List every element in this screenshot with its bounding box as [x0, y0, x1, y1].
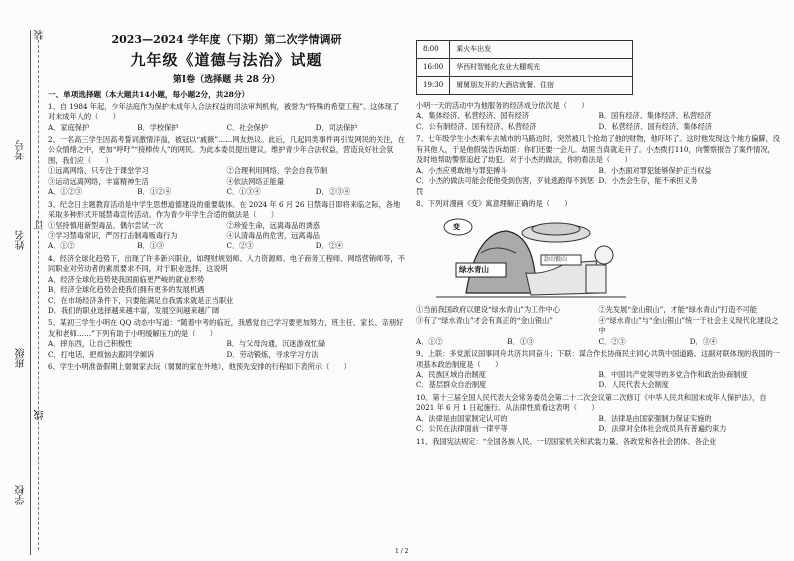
choice-item: D．②③④	[315, 187, 351, 197]
question-stem: 3、纪念日主题教育活动是中学生思想道德建设的重要载体。在 2024 年 6 月 26 日禁毒日即将来临之际，各地采取多种形式开展禁毒宣传活动。作为青少年学生合适的做法是（ ）	[48, 199, 401, 220]
option-item: D．劳动锻炼，寻求学习方法	[226, 349, 319, 359]
choice-item: C．②③	[226, 241, 254, 251]
schedule-time: 19:30	[417, 77, 450, 95]
choice-item: B．①③	[137, 241, 165, 251]
schedule-item: 乘火车出发	[450, 41, 633, 59]
question-stem: 6、学生小明准备假期上舅舅家去玩（舅舅的家在外地），他预先安排的行程如下表所示（ ）	[48, 362, 351, 372]
schedule-time: 8:00	[417, 41, 450, 59]
question-options	[416, 166, 781, 197]
option-item: ①远离网络，只专注于课堂学习	[48, 166, 149, 176]
option-item: ④认清毒品的危害，远离毒品	[226, 230, 320, 240]
schedule-time: 16:00	[417, 59, 450, 77]
choice-item: D．②④	[315, 241, 344, 251]
choice-item: C．①③④	[226, 187, 261, 197]
question-options	[48, 166, 405, 187]
option-item: D．司法保护	[315, 122, 358, 132]
question-stem: 5、某初三学生小明在 QQ 动态中写道：“随着中考的临近，我感觉自己学习要更加努力，班主任、家长、亲朋好友和老师……”下列有助于小明缓解压力的是（ ）	[48, 318, 404, 338]
option-item: B．学校保护	[137, 122, 179, 132]
option-item: B．与父母沟通，沉迷游戏忙碌	[226, 339, 326, 349]
option-item: B．小杰面对罪犯能够保护正当权益	[598, 165, 712, 175]
schedule-table	[416, 40, 633, 95]
option-item: ④“绿水青山”与“金山银山”统一于社会主义现代化建设之中	[598, 315, 779, 336]
option-item: D．小杰会生存，能不承担义务	[598, 176, 698, 186]
left-question-3	[48, 254, 405, 317]
option-item: C．社会保护	[226, 122, 268, 132]
question-options	[48, 339, 405, 360]
exam-title: 2023—2024 学年度（下期）第二次学情调研	[111, 33, 342, 46]
schedule-item: 舅舅朋友开的大酒店就餐、住宿	[450, 77, 633, 95]
option-item: A．经济全球化趋势使我国面临更严峻的就业形势	[48, 274, 205, 284]
choice-item: A．①②	[48, 241, 75, 251]
choice-item: B．①③	[507, 336, 535, 346]
cartoon-bubble-text: 变	[453, 222, 460, 232]
left-question-2	[48, 200, 405, 252]
margin-mark: 装	[35, 30, 46, 40]
binding-margin	[0, 30, 46, 560]
option-item: A．家庭保护	[48, 122, 90, 132]
right-column	[416, 40, 781, 447]
answer-choices	[416, 337, 781, 347]
xingming-label: 姓名	[16, 230, 27, 250]
kaohao-label: 考号	[16, 140, 27, 160]
option-item: B．国有经济、集体经济、私营经济	[598, 111, 712, 121]
option-item: ②先发展“金山银山”，才能“绿水青山”打造不可能	[598, 305, 757, 315]
left-column	[48, 32, 405, 373]
option-item: D．法律对全体社会成员具有普遍约束力	[598, 424, 727, 434]
question-options	[416, 414, 781, 435]
right-question-6	[416, 437, 781, 447]
question-stem: 小明一天的活动中为他服务的经济成分依次是（ ）	[416, 101, 589, 110]
right-question-2	[416, 199, 781, 209]
option-item: B．法律是由国家强制力保证实施的	[598, 413, 712, 423]
option-item: C．基层群众自治制度	[416, 380, 487, 390]
choice-item: A．①②	[416, 336, 443, 346]
cartoon-sign-text: 绿水青山	[459, 265, 489, 275]
left-question-1	[48, 135, 405, 198]
question-stem: 2、一名高三学生因高考誓词激情洋溢，被冠以“戚薇”……网友热议。此后，几起同类事件再引发网民的关注，在公众情绪之中，更加“呼吁”“接棒传人”的网民。为此本委员提出建议，维护青少年合法权益，营造良好社会氛围，我们应（ ）	[48, 135, 405, 165]
option-item: C．打电话，把烦恼去跟同学倾诉	[48, 349, 155, 359]
option-item: A．集体经济、私营经济、国有经济	[416, 111, 530, 121]
choice-item: A．①②③	[48, 187, 82, 197]
right-question-0	[416, 101, 781, 132]
right-question-3	[416, 305, 781, 347]
schedule-row	[417, 77, 633, 95]
option-item: C．小杰的做法可能会使他受到伤害，歹徒逃跑得不到惩罚	[416, 176, 595, 196]
option-item: ③有了“绿水青山”才会有真正的“金山银山”	[416, 315, 553, 325]
right-questions	[416, 101, 781, 447]
section-heading: 一、单项选择题（本大题共14小题，每小题2分，共28分）	[48, 89, 250, 99]
right-question-1	[416, 134, 781, 197]
answer-choices	[48, 241, 405, 251]
option-item: B．经济全球化趋势会使我们拥有更多的发展机遇	[48, 285, 205, 295]
question-stem: 9、上联：多党派议国事同舟共济共同奋斗；下联：谋合作长协商民主同心共筑中国道路。这副对联体现的我国的一项基本政治制度是（ ）	[416, 349, 780, 369]
page-number: 1 / 2	[395, 548, 409, 555]
option-item: D．私营经济、国有经济、集体经济	[598, 121, 713, 131]
option-item: A．小杰应勇敢地与罪犯搏斗	[416, 165, 508, 175]
question-stem: 10、第十三届全国人民代表大会常务委员会第二十二次会议第二次修订《中华人民共和国未成年人保护法》，自 2021 年 6 月 1 日起施行。从法律性质看这表明（ ）	[416, 392, 767, 413]
question-options	[48, 275, 405, 317]
exam-subject: 九年级《道德与法治》试题	[130, 50, 323, 69]
option-item: ②合理利用网络，学会自我节制	[226, 166, 328, 176]
choice-item: C．②③	[598, 336, 626, 346]
cut-line	[38, 40, 39, 550]
option-item: ②珍爱生命，远离毒品的诱惑	[226, 220, 320, 230]
margin-mark: 订	[35, 220, 46, 230]
margin-mark: 线	[35, 410, 46, 420]
left-question-5	[48, 362, 405, 372]
question-stem: 11、我国宪法规定：“全国各族人民、一切国家机关和武装力量、各政党和各社会团体、各企业	[416, 436, 717, 446]
xuexiao-label: 学校	[16, 485, 27, 505]
banji-label: 班级	[16, 348, 27, 368]
cartoon-sign2-text: 金山银山	[543, 256, 568, 264]
question-stem: 4、经济全球化趋势下，出现了许多新兴职业，如理财规划师、人力资源师、电子商务工程师、网络营销师等，不同职业对劳动者的素质要求不同，对于职业选择，这说明	[48, 253, 405, 274]
cartoon-illustration	[436, 213, 626, 301]
option-item: A．法律是由国家制定认可的	[416, 413, 508, 423]
question-options	[48, 123, 405, 133]
choice-item: B．①②④	[137, 187, 172, 197]
answer-choices	[48, 187, 405, 197]
left-question-4	[48, 318, 405, 360]
schedule-row	[417, 41, 633, 59]
question-stem: 7、七年级学生小杰乘车去城市的马路边时，突然被几个抢劫了他的财物，他吓坏了。这时他发现这个地方偏僻，没有其他人，于是他假装告诉劫匪：你们还要一会儿。劫匪当真就走开了。小杰拨打110，向警察报告了案件情况，及时地帮助警察追赶了劫犯。对于小杰的做法，你的看法是（ ）	[416, 134, 780, 165]
option-item: A．摔东西，让自己积极性	[48, 339, 133, 349]
question-options	[48, 221, 405, 242]
choice-item: D．③④	[689, 336, 718, 346]
option-item: D．人民代表大会制度	[598, 380, 669, 390]
option-item: ③运动远离网络，丰富精神生活	[48, 176, 149, 186]
left-question-0	[48, 102, 405, 133]
part-heading: 第Ⅰ卷（选择题 共 28 分）	[172, 74, 281, 85]
left-questions	[48, 102, 405, 373]
option-item: ①坚持慎用新型毒品，偶尔尝试一次	[48, 220, 164, 230]
option-item: ③学习禁毒常识，严厉打击制毒贩毒行为	[48, 230, 178, 240]
option-item: ④依法网络正能量	[226, 176, 285, 186]
question-options	[416, 370, 781, 391]
question-options	[416, 305, 781, 336]
schedule-row	[417, 59, 633, 77]
option-item: ①当前我国政府以建设“绿水青山”为工作中心	[416, 305, 560, 315]
option-item: B．中国共产党领导的多党合作和政治协商制度	[598, 370, 748, 379]
option-item: C．公有制经济、国有经济、私营经济	[416, 121, 537, 131]
question-stem: 8、下列对漫画《变》寓意理解正确的是（ ）	[416, 198, 572, 208]
option-item: A．民族区域自治制度	[416, 370, 486, 379]
question-stem: 1、自 1984 年起，少年法庭作为保护未成年人合法权益的司法审判机构，被誉为“特殊的希望工程”。这体现了对未成年人的（ ）	[48, 101, 400, 122]
right-question-5	[416, 393, 781, 435]
question-options	[416, 111, 781, 132]
right-question-4	[416, 349, 781, 391]
binding-line	[30, 30, 31, 555]
option-item: C．在市场经济条件下，只要能满足自我需求就是正当职业	[48, 295, 234, 305]
option-item: C．公民在法律面前一律平等	[416, 424, 508, 434]
schedule-item: 华西村智能化农业大棚观光	[450, 59, 633, 77]
option-item: D．我们的职业选择越来越丰富，发展空间越来越广阔	[48, 306, 220, 316]
